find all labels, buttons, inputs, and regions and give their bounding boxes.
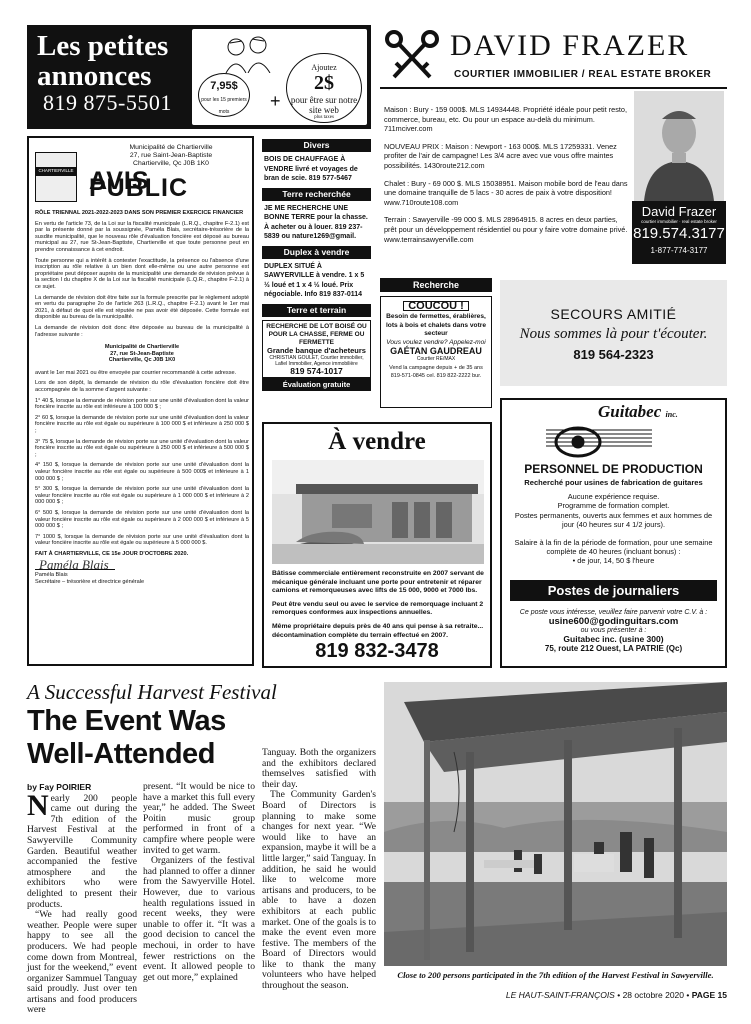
- broker-subtitle: COURTIER IMMOBILIER / REAL ESTATE BROKER: [454, 69, 712, 80]
- article-column-1: by Fay POIRIER Nearly 200 people came out during the 7th edition of the Harvest Festival at the Sawyerville Community Garden. Beautiful weather accompanied the festive atmosphere and the exhibitors who were delighted to present their products. “We had really good weather. People were super happy to see all the producers. We had people come down from Montreal, just for the weekend,” event organizer Sammuel Tanguay said proudly. Just over ten artisans and food producers were: [27, 782, 137, 1016]
- petites-annonces-banner: [27, 25, 371, 129]
- fee-item: 1° 40 $, lorsque la demande de révision porte sur une unité d'évaluation dont la valeur foncière inscrite au rôle est inférieure à 100 000 $ ;: [35, 397, 249, 411]
- secours-phone: 819 564-2323: [573, 347, 654, 362]
- promo-box: [192, 29, 367, 125]
- section-bar: Postes de journaliers: [510, 580, 717, 601]
- recherche-ad: [380, 278, 492, 414]
- guitabec-heading: PERSONNEL DE PRODUCTION: [524, 462, 703, 476]
- price-badge-2: Ajoutez 2$ pour être sur notre site web plus taxes: [286, 53, 362, 123]
- secours-title: SECOURS AMITIÉ: [550, 306, 677, 322]
- broker-card: David Frazer courtier immobilier · real estate broker 819.574.3177 1-877-774-3177: [632, 201, 726, 264]
- fee-item: 2° 60 $, lorsque la demande de révision porte sur une unité d'évaluation dont la valeur foncière inscrite au rôle est égale ou supérieure à 100 000 $ et inférieure à 250 000 $ ;: [35, 414, 249, 435]
- frazer-ad: [380, 25, 727, 266]
- secours-amitie-ad: [500, 280, 727, 386]
- a-vendre-text: Bâtisse commerciale entièrement reconstruite en 2007 servant de mécanique générale incluant une porte pour entretenir et réparer camions et remorqueuses avec lifts de 15 000, 9000 et 7000 lbs. Peut être vendu seul ou avec le service de remorquage incluant 2 remorques conformes aux inspections annuelles. Même propriétaire depuis près de 40 ans qui pense à sa retraite... décontamination complète du terrain effectué en 2007.: [272, 570, 484, 639]
- avis-address: Municipalité de Chartierville 27, rue St-Jean-Baptiste Chartierville, Qc J0B 1K0: [104, 344, 180, 364]
- section-bar: Terre et terrain: [262, 304, 371, 317]
- guitabec-contact: Ce poste vous intéresse, veuillez faire parvenir votre C.V. à : usine600@godinguitars.com ou vous présenter à : Guitabec inc. (usine 300) 75, route 212 Ouest, LA PATRIE (Qc): [519, 609, 708, 653]
- avis-body: RÔLE TRIENNAL 2021-2022-2023 DANS SON PREMIER EXERCICE FINANCIER En vertu de l'article 73, de la Loi sur la fiscalité municipale (L.R.Q., chapitre F-2.1) est par la présente donné par la soussignée, Paméla Blais, secrétaire-trésorière de la susdite municipalité, que le nouveau rôle d'évaluation foncière est déposé au bureau municipal au 27, rue St-Jean-Baptiste, Chartierville et que toute personne peut en prendre connaissance à cet endroit. Toute personne qui a intérêt à contester l'exactitude, la présence ou l'absence d'une inscription au rôle relative à un bien dont elle-même ou une autre personne est propriétaire peut déposer auprès de la municipalité une demande de révision prévue à la section I du chapitre X de la Loi sur la fiscalité municipale (L.Q.R., chapitre F-2.1) à ce sujet. La demande de révision doit être faite sur la formule prescrite par le règlement adopté en vertu du paragraphe 2o de l'article 263 (L.R.Q., chapitre F-2.1) avant le 1er mai 2021, à défaut de quoi elle est réputée ne pas avoir été déposée. Cette formule est disponible au bureau de la municipalité. La demande de révision doit donc être déposée au bureau de la municipalité à l'adresse suivante : Municipalité de Chartierville 27, rue St-Jean-Baptiste Chartierville, Qc J0B 1K0 avant le 1er mai 2021 ou être envoyée par courrier recommandé à cette adresse. Lors de son dépôt, la demande de révision du rôle d'évaluation foncière doit être accompagnée de la somme d'argent suivante : 1° 40 $, lorsque la demande de révision porte sur une unité d'évaluation dont la valeur foncière inscrite au rôle est inférieure à 100 000 $ ; 2° 60 $, lorsque la demande de révision porte sur une unité d'évaluation dont la valeur foncière inscrite au rôle est égale ou supérieure à 100 000 $ et inférieure à 250 000 $ ; 3° 75 $, lorsque la demande de révision porte sur une unité d'évaluation dont la valeur foncière inscrite au rôle est égale ou supérieure à 250 000 $ et inférieure à 500 000 $ ; 4° 150 $, lorsque la demande de révision porte sur une unité d'évaluation dont la valeur foncière inscrite au rôle est égale ou supérieure à 500 000$ et inférieure à 1 000 000 $ ; 5° 300 $, lorsque la demande de révision porte sur une unité d'évaluation dont la valeur foncière inscrite au rôle est égale ou supérieure à 1 000 000 $ et inférieure à 2 000 000 $ ; 6° 500 $, lorsque la demande de révision porte sur une unité d'évaluation dont la valeur foncière inscrite au rôle est égale ou supérieure à 2 000 000 $ et inférieure à 5 000 000 $ ; 7° 1000 $, lorsque la demande de révision porte sur une unité d'évaluation dont la valeur foncière inscrite au rôle est égale ou supérieure à 5 000 000 $. FAIT À CHARTIERVILLE, CE 15e JOUR D'OCTOBRE 2020. Paméla Blais Paméla Blais Secrétaire – trésorière et directrice générale: [35, 210, 249, 585]
- listings: [384, 105, 630, 252]
- fee-item: 3° 75 $, lorsque la demande de révision porte sur une unité d'évaluation dont la valeur foncière inscrite au rôle est égale ou supérieure à 250 000 $ et inférieure à 500 000 $ ;: [35, 438, 249, 458]
- guitabec-brand: Guitabec inc.: [598, 402, 678, 421]
- petites-annonces-phone: 819 875-5501: [43, 90, 172, 115]
- classified-ad: DUPLEX SITUÉ À SAWYERVILLE à vendre. 1 x 5 ½ loué et 1 x 4 ½ loué. Prix négociable. Info 819 837-0114: [264, 262, 365, 298]
- broker-photo: [634, 91, 724, 201]
- section-bar: Terre recherchée: [262, 188, 371, 201]
- listing-item: NOUVEAU PRIX : Maison : Newport - 163 000$. MLS 17259331. Venez profiter de l'air de campagne! Les 3/4 acre avec vue vous offre maintes possibilités. 1430route212.com: [384, 141, 617, 170]
- a-vendre-ad: [262, 422, 492, 668]
- price-badge-1: 7,95$ pour les 15 premiers mots: [198, 73, 250, 117]
- building-photo: [272, 460, 484, 564]
- chartierville-logo: CHARTIERVILLE: [35, 152, 77, 202]
- terrain-ad: RECHERCHE DE LOT BOISÉ OU POUR LA CHASSE, FERME OU FERMETTE Grande banque d'acheteurs CHRISTIAN GOULET, Courtier immobilier, Lafiel Immobilier, Agence immobilière 819 574-1017: [262, 320, 371, 378]
- fee-item: 6° 500 $, lorsque la demande de révision porte sur une unité d'évaluation dont la valeur foncière inscrite au rôle est égale ou supérieure à 2 000 000 $ et inférieure à 5 000 000 $ ;: [35, 509, 249, 530]
- section-bar: Divers: [262, 139, 371, 152]
- guitabec-ad: [500, 398, 727, 668]
- classified-column: [262, 136, 371, 418]
- avis-header: Municipalité de Chartierville 27, rue Saint-Jean-Baptiste Chartierville, Qc J0B 1K0: [129, 144, 213, 167]
- cartoon-people-icon: [222, 33, 278, 73]
- plus-sign: +: [270, 91, 281, 111]
- dropcap: N: [27, 788, 49, 822]
- coucou-ad: COUCOU ! Besoin de fermettes, érablières, lots à bois et chalets dans votre secteur Vous voulez vendre? Appelez-moi GAÉTAN GAUDREAU Courtier RE/MAX Vend la campagne depuis + de 35 ans 819-571-0845 cel. 819 822-2222 bur.: [380, 296, 492, 408]
- article-column-3: Tanguay. Both the organizers and the exhibitors declared themselves satisfied with their day. The Community Garden's Board of Directors is planning to make some changes for next year. “We would like to have an expansion, maybe it will be a little larger,” said Tanguay. In addition, he said he would like to welcome more artisans and producers, to be able to have a dozen exhibitors at each public market. One of the goals is to make the event even more festive. The members of the Board of Directors would like to thank the many volunteers who have helped throughout the season.: [262, 747, 376, 992]
- guitabec-sub: Recherché pour usines de fabrication de guitares: [524, 478, 703, 487]
- fee-item: 5° 300 $, lorsque la demande de révision porte sur une unité d'évaluation dont la valeur foncière inscrite au rôle est égale ou supérieure à 1 000 000 $ et inférieure à 2 000 000 $ ;: [35, 486, 249, 506]
- divider: [380, 87, 727, 89]
- festival-photo: [384, 682, 727, 966]
- broker-name: DAVID FRAZER: [450, 29, 690, 62]
- guitabec-details: Aucune expérience requise. Programme de formation complet. Postes permanents, ouverts aux femmes et aux hommes de jour (40 heures sur 4 1/2 jours). Salaire à la fin de la période de formation, pour une semaine complète de 40 heures (incluant bonus) : • de jour, 14, 50 $ l'heure: [514, 492, 713, 566]
- fee-item: 7° 1000 $, lorsque la demande de révision porte sur une unité d'évaluation dont la valeur foncière inscrite au rôle est égale ou supérieure à 5 000 000 $.: [35, 533, 249, 547]
- petites-annonces-title: Les petites annonces: [37, 30, 169, 92]
- page-footer: LE HAUT-SAINT-FRANÇOIS • 28 octobre 2020 • PAGE 15: [505, 990, 727, 1000]
- article-column-2: present. “It would be nice to have a market this full every year,” he added. The Sweet Poitin music group performed in front of a campfire where people were invited to get warm. Organizers of the festival had planned to offer a dinner from the Sawyerville Hotel. However, due to various health regulations issued in recent weeks, they were unable to offer it. “It was a good decision to cancel the mechoui, in order to have fewer restrictions on the event. It allowed people to get out more,” explained: [143, 781, 255, 983]
- a-vendre-title: À vendre: [328, 428, 426, 455]
- section-bar: Évaluation gratuite: [262, 378, 371, 391]
- section-bar: Duplex à vendre: [262, 246, 371, 259]
- classified-ad: JE ME RECHERCHE UNE BONNE TERRE pour la chasse. À acheter ou à louer. 819 237-5839 ou nature1269@gmail.: [264, 204, 368, 240]
- article-kicker: A Successful Harvest Festival: [27, 680, 277, 704]
- photo-caption: Close to 200 persons participated in the 7th edition of the Harvest Festival in Sawyerville.: [397, 970, 714, 980]
- signature: Paméla Blais: [39, 556, 109, 572]
- avis-public: [27, 136, 254, 666]
- listing-item: Maison : Bury - 159 000$. MLS 14934448. Propriété idéale pour petit resto, commerce, bureau, etc. Ou pour un espace au-delà du minimum. 711mciver.com: [384, 105, 627, 134]
- article-headline: The Event Was Well-Attended: [27, 705, 226, 770]
- a-vendre-phone: 819 832-3478: [315, 640, 439, 662]
- listing-item: Terrain : Sawyerville -99 000 $. MLS 28964915. 8 acres en deux parties, prêt pour un développement résidentiel ou pour y faire votre domaine privé. www.terrainsawyerville.com: [384, 215, 628, 244]
- fee-item: 4° 150 $, lorsque la demande de révision porte sur une unité d'évaluation dont la valeur foncière inscrite au rôle est égale ou supérieure à 500 000$ et inférieure à 1 000 000 $ ;: [35, 462, 249, 482]
- secours-tagline: Nous sommes là pour t'écouter.: [519, 326, 708, 342]
- classified-ad: BOIS DE CHAUFFAGE À VENDRE livré et voyages de bran de scie. 819 577-5467: [264, 156, 358, 182]
- keys-icon: [382, 29, 442, 83]
- avis-title: AVIS PUBLIC: [89, 167, 189, 202]
- section-bar: Recherche: [380, 278, 492, 292]
- listing-item: Chalet : Bury - 69 000 $. MLS 15038951. Maison mobile bord de l'eau dans une domaine tranquille de 5 lacs - 30 acres de paix à votre disposition! www.710route108.com: [384, 178, 628, 207]
